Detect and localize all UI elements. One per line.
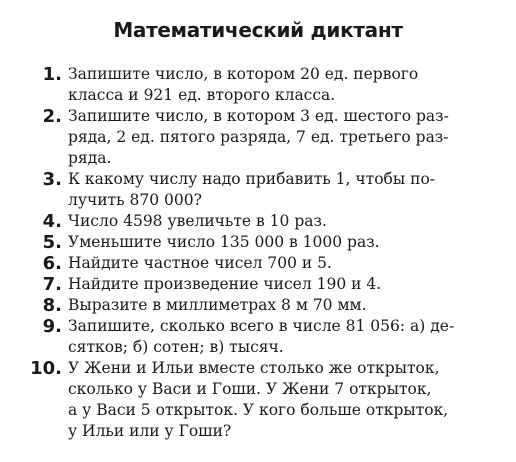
task-text-line: у Ильи или у Гоши? (68, 422, 232, 440)
task-text (68, 295, 482, 316)
task-item (22, 106, 482, 169)
task-text-line: а у Васи 5 открыток. У кого больше открыток, (68, 401, 449, 419)
task-text-line: Найдите произведение чисел 190 и 4. (68, 275, 382, 293)
task-text (68, 106, 482, 169)
task-text-line: Выразите в миллиметрах 8 м 70 мм. (68, 296, 367, 314)
task-text (68, 253, 482, 274)
task-number: 3. (42, 169, 62, 190)
task-text-line: сколько у Васи и Гоши. У Жени 7 открыток, (68, 380, 432, 398)
task-text-line: Запишите число, в котором 20 ед. первого (68, 65, 419, 83)
task-text-line: Найдите частное чисел 700 и 5. (68, 254, 332, 272)
task-text (68, 232, 482, 253)
task-number: 1. (42, 64, 62, 85)
task-number: 5. (42, 232, 62, 253)
task-text-line: класса и 921 ед. второго класса. (68, 86, 336, 104)
task-number: 4. (42, 211, 62, 232)
task-item (22, 274, 482, 295)
task-text-line: К какому числу надо прибавить 1, чтобы по- (68, 170, 436, 188)
task-text-line: Уменьшите число 135 000 в 1000 раз. (68, 233, 380, 251)
page-title: Математический диктант (113, 18, 403, 42)
task-text (68, 274, 482, 295)
task-item (22, 295, 482, 316)
task-item (22, 232, 482, 253)
task-number: 6. (42, 253, 62, 274)
task-text (68, 211, 482, 232)
task-text-line: Запишите число, в котором 3 ед. шестого раз- (68, 107, 449, 125)
task-text-line: ряда. (68, 149, 112, 167)
task-text (68, 169, 482, 211)
task-item (22, 253, 482, 274)
task-text-line: ряда, 2 ед. пятого разряда, 7 ед. третьего раз- (68, 128, 449, 146)
task-item (22, 316, 482, 358)
task-list (22, 64, 482, 442)
task-text-line: лучить 870 000? (68, 191, 202, 209)
task-number: 2. (42, 106, 62, 127)
task-text-line: У Жени и Ильи вместе столько же открыток, (68, 359, 440, 377)
task-number: 9. (42, 316, 62, 337)
task-text-line: Запишите, сколько всего в числе 81 056: а) де- (68, 317, 455, 335)
task-number: 7. (42, 274, 62, 295)
task-item (22, 211, 482, 232)
task-text (68, 64, 482, 106)
task-text-line: сятков; б) сотен; в) тысяч. (68, 338, 284, 356)
task-item (22, 64, 482, 106)
task-text (68, 316, 482, 358)
task-number: 8. (42, 295, 62, 316)
task-item (22, 169, 482, 211)
task-item (22, 358, 482, 442)
task-text (68, 358, 482, 442)
task-text-line: Число 4598 увеличьте в 10 раз. (68, 212, 327, 230)
task-number: 10. (30, 358, 62, 379)
